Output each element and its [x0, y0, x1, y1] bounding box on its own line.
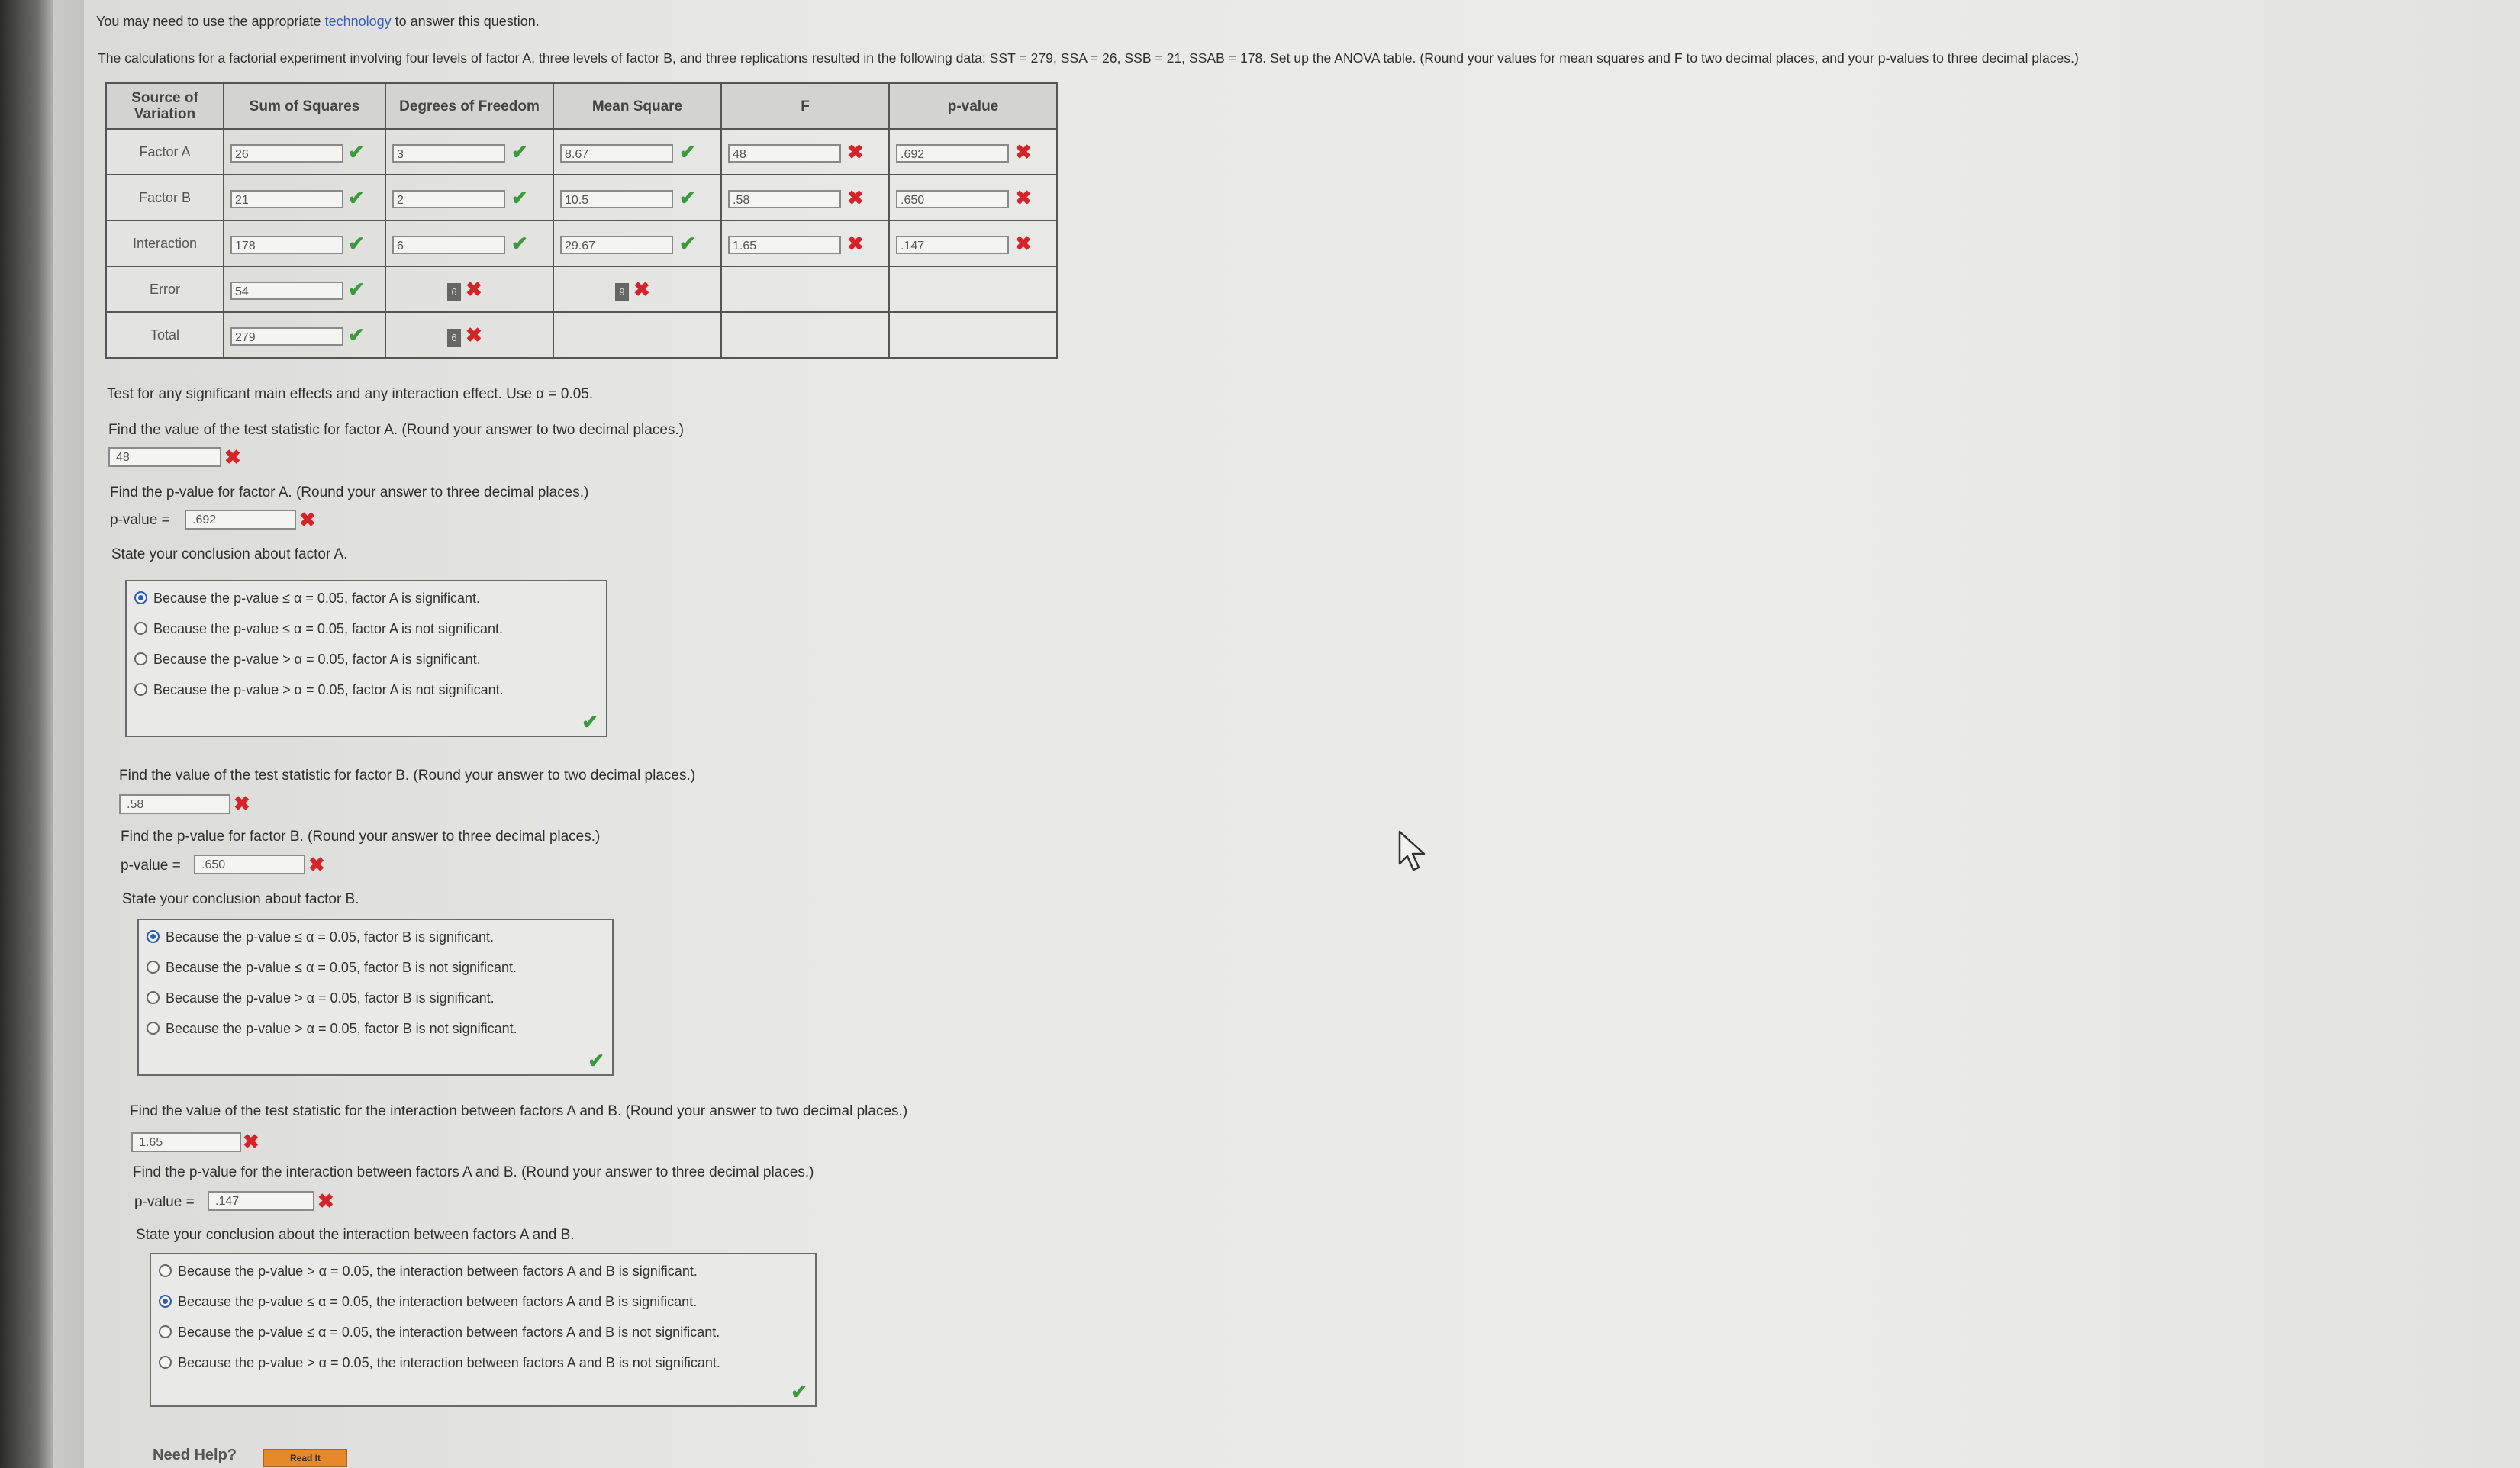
- problem-statement: The calculations for a factorial experiment involving four levels of factor A, three levels of factor B, and three replications resulted in the following data: SST = 279, SSA = 26, SSB = 21, SSAB = 178. Set up the ANOVA table. (Round your values for mean squares and F to two decimal places, and your p-values to three decimal places.): [98, 50, 2079, 66]
- correct-icon: ✔: [679, 140, 696, 163]
- factor-b-options: [137, 919, 614, 1076]
- ss-input[interactable]: 178: [230, 236, 343, 254]
- radio-icon[interactable]: [134, 622, 147, 635]
- correct-icon: ✔: [511, 140, 528, 163]
- option-text: Because the p-value > α = 0.05, factor B is not significant.: [166, 1021, 517, 1036]
- factor-b-stat-input[interactable]: .58: [119, 794, 230, 814]
- radio-icon[interactable]: [147, 991, 160, 1004]
- correct-icon: ✔: [348, 232, 365, 255]
- ss-input[interactable]: 279: [230, 327, 343, 346]
- wrong-icon: ✖: [243, 1130, 259, 1153]
- correct-icon: ✔: [348, 324, 365, 346]
- correct-icon: ✔: [588, 1049, 604, 1072]
- interaction-option[interactable]: [159, 1355, 720, 1371]
- radio-icon[interactable]: [159, 1356, 172, 1369]
- df-input[interactable]: 6: [447, 329, 461, 347]
- empty-cell: [889, 266, 1057, 312]
- interaction-option[interactable]: [159, 1325, 720, 1341]
- radio-icon[interactable]: [147, 1022, 160, 1035]
- option-text: Because the p-value > α = 0.05, factor A is not significant.: [153, 682, 504, 697]
- wrong-icon: ✖: [466, 324, 482, 346]
- radio-icon[interactable]: [134, 652, 147, 665]
- factor-b-p-prompt: Find the p-value for factor B. (Round your answer to three decimal places.): [121, 829, 601, 845]
- factor-a-stat-prompt: Find the value of the test statistic for factor A. (Round your answer to two decimal places.): [108, 422, 685, 438]
- wrong-icon: ✖: [1015, 140, 1032, 163]
- factor-b-option[interactable]: [147, 1021, 517, 1037]
- option-text: Because the p-value > α = 0.05, the interaction between factors A and B is not significant.: [178, 1355, 720, 1370]
- ss-input[interactable]: 26: [230, 144, 343, 163]
- factor-b-option[interactable]: [147, 990, 495, 1006]
- option-text: Because the p-value > α = 0.05, factor B is significant.: [166, 990, 495, 1006]
- wrong-icon: ✖: [466, 278, 482, 301]
- option-text: Because the p-value ≤ α = 0.05, the interaction between factors A and B is significant.: [178, 1294, 698, 1309]
- correct-icon: ✔: [511, 232, 528, 255]
- interaction-stat-prompt: Find the value of the test statistic for the interaction between factors A and B. (Round your answer to two decimal places.): [130, 1103, 908, 1119]
- df-input[interactable]: 6: [392, 236, 505, 254]
- intro-text-end: to answer this question.: [391, 14, 540, 29]
- interaction-conclusion-prompt: State your conclusion about the interaction between factors A and B.: [136, 1227, 575, 1243]
- empty-cell: [553, 312, 721, 358]
- wrong-icon: ✖: [317, 1190, 334, 1212]
- row-label: Factor A: [106, 129, 224, 175]
- ss-input[interactable]: 54: [230, 282, 343, 300]
- interaction-option[interactable]: [159, 1264, 698, 1280]
- factor-a-p-input[interactable]: .692: [185, 510, 296, 530]
- correct-icon: ✔: [348, 278, 365, 301]
- table-row: [106, 312, 1057, 358]
- wrong-icon: ✖: [847, 140, 864, 163]
- radio-icon[interactable]: [159, 1325, 172, 1338]
- row-label: Interaction: [106, 221, 224, 266]
- correct-icon: ✔: [348, 186, 365, 209]
- wrong-icon: ✖: [299, 508, 316, 531]
- option-text: Because the p-value ≤ α = 0.05, factor A is not significant.: [153, 621, 504, 636]
- correct-icon: ✔: [582, 710, 598, 733]
- wrong-icon: ✖: [847, 186, 864, 209]
- wrong-icon: ✖: [224, 446, 241, 468]
- header-f: F: [721, 83, 889, 129]
- factor-b-stat-prompt: Find the value of the test statistic for factor B. (Round your answer to two decimal places.): [119, 768, 696, 784]
- p-value-label: p-value =: [134, 1194, 195, 1210]
- empty-cell: [721, 312, 889, 358]
- test-prompt: Test for any significant main effects and any interaction effect. Use α = 0.05.: [107, 386, 594, 402]
- factor-a-option[interactable]: [134, 591, 480, 607]
- factor-a-option[interactable]: [134, 621, 503, 637]
- wrong-icon: ✖: [308, 853, 325, 876]
- read-it-button[interactable]: Read It: [263, 1449, 347, 1467]
- anova-table: [105, 82, 1058, 359]
- need-help-label: Need Help?: [153, 1447, 237, 1463]
- radio-selected-icon[interactable]: [134, 591, 147, 604]
- ss-input[interactable]: 21: [230, 190, 343, 208]
- header-df: Degrees of Freedom: [385, 83, 553, 129]
- radio-icon[interactable]: [134, 683, 147, 696]
- correct-icon: ✔: [679, 232, 696, 255]
- p-input[interactable]: .147: [896, 236, 1009, 254]
- df-input[interactable]: 6: [447, 283, 461, 301]
- p-value-label: p-value =: [110, 512, 170, 528]
- radio-selected-icon[interactable]: [159, 1295, 172, 1308]
- empty-cell: [889, 312, 1057, 358]
- factor-b-option[interactable]: [147, 929, 494, 945]
- f-input[interactable]: 48: [728, 144, 841, 163]
- factor-a-option[interactable]: [134, 682, 504, 698]
- interaction-options: [150, 1253, 817, 1407]
- radio-icon[interactable]: [159, 1264, 172, 1277]
- wrong-icon: ✖: [234, 792, 250, 815]
- option-text: Because the p-value ≤ α = 0.05, the interaction between factors A and B is not significant.: [178, 1325, 720, 1340]
- factor-a-conclusion-prompt: State your conclusion about factor A.: [111, 546, 348, 562]
- table-row: [106, 266, 1057, 312]
- f-input[interactable]: .58: [728, 190, 841, 208]
- factor-b-conclusion-prompt: State your conclusion about factor B.: [122, 891, 359, 907]
- correct-icon: ✔: [511, 186, 528, 209]
- interaction-p-prompt: Find the p-value for the interaction between factors A and B. (Round your answer to three decimal places.): [133, 1164, 814, 1180]
- row-label: Error: [106, 266, 224, 312]
- option-text: Because the p-value ≤ α = 0.05, factor B is not significant.: [166, 960, 517, 975]
- technology-link[interactable]: technology: [324, 14, 392, 29]
- interaction-p-input[interactable]: .147: [208, 1191, 314, 1211]
- empty-cell: [721, 266, 889, 312]
- header-source: Source of Variation: [106, 83, 224, 129]
- correct-icon: ✔: [679, 186, 696, 209]
- option-text: Because the p-value > α = 0.05, the interaction between factors A and B is significant.: [178, 1264, 698, 1279]
- df-input[interactable]: 2: [392, 190, 505, 208]
- factor-b-option[interactable]: [147, 960, 517, 976]
- factor-a-option[interactable]: [134, 652, 481, 668]
- factor-a-stat-input[interactable]: 48: [108, 447, 221, 467]
- p-value-label: p-value =: [121, 858, 181, 874]
- screen-edge-shadow: [0, 0, 84, 1468]
- intro-line-1: [96, 14, 540, 30]
- radio-selected-icon[interactable]: [147, 930, 160, 943]
- f-input[interactable]: 1.65: [728, 236, 841, 254]
- interaction-stat-input[interactable]: 1.65: [131, 1132, 241, 1152]
- option-text: Because the p-value ≤ α = 0.05, factor A is significant.: [153, 591, 481, 606]
- header-ss: Sum of Squares: [224, 83, 385, 129]
- wrong-icon: ✖: [1015, 232, 1032, 255]
- table-row: [106, 221, 1057, 266]
- intro-text: You may need to use the appropriate: [96, 14, 325, 29]
- header-p: p-value: [889, 83, 1057, 129]
- df-input[interactable]: 3: [392, 144, 505, 163]
- ms-input[interactable]: 29.67: [560, 236, 673, 254]
- table-row: [106, 129, 1057, 175]
- p-input[interactable]: .692: [896, 144, 1009, 163]
- header-ms: Mean Square: [553, 83, 721, 129]
- mouse-cursor-icon: [1397, 830, 1430, 873]
- row-label: Factor B: [106, 175, 224, 221]
- interaction-option[interactable]: [159, 1294, 697, 1310]
- table-row: [106, 175, 1057, 221]
- ms-input[interactable]: 9: [615, 283, 629, 301]
- ms-input[interactable]: 10.5: [560, 190, 673, 208]
- p-input[interactable]: .650: [896, 190, 1009, 208]
- option-text: Because the p-value ≤ α = 0.05, factor B is significant.: [166, 929, 495, 945]
- wrong-icon: ✖: [847, 232, 864, 255]
- radio-icon[interactable]: [147, 961, 160, 974]
- correct-icon: ✔: [348, 140, 365, 163]
- factor-a-p-prompt: Find the p-value for factor A. (Round your answer to three decimal places.): [110, 485, 589, 501]
- ms-input[interactable]: 8.67: [560, 144, 673, 163]
- correct-icon: ✔: [791, 1380, 807, 1403]
- wrong-icon: ✖: [1015, 186, 1032, 209]
- factor-a-options: [125, 580, 607, 737]
- row-label: Total: [106, 312, 224, 358]
- wrong-icon: ✖: [633, 278, 650, 301]
- table-header-row: [106, 83, 1057, 129]
- factor-b-p-input[interactable]: .650: [194, 855, 305, 874]
- option-text: Because the p-value > α = 0.05, factor A is significant.: [153, 652, 481, 667]
